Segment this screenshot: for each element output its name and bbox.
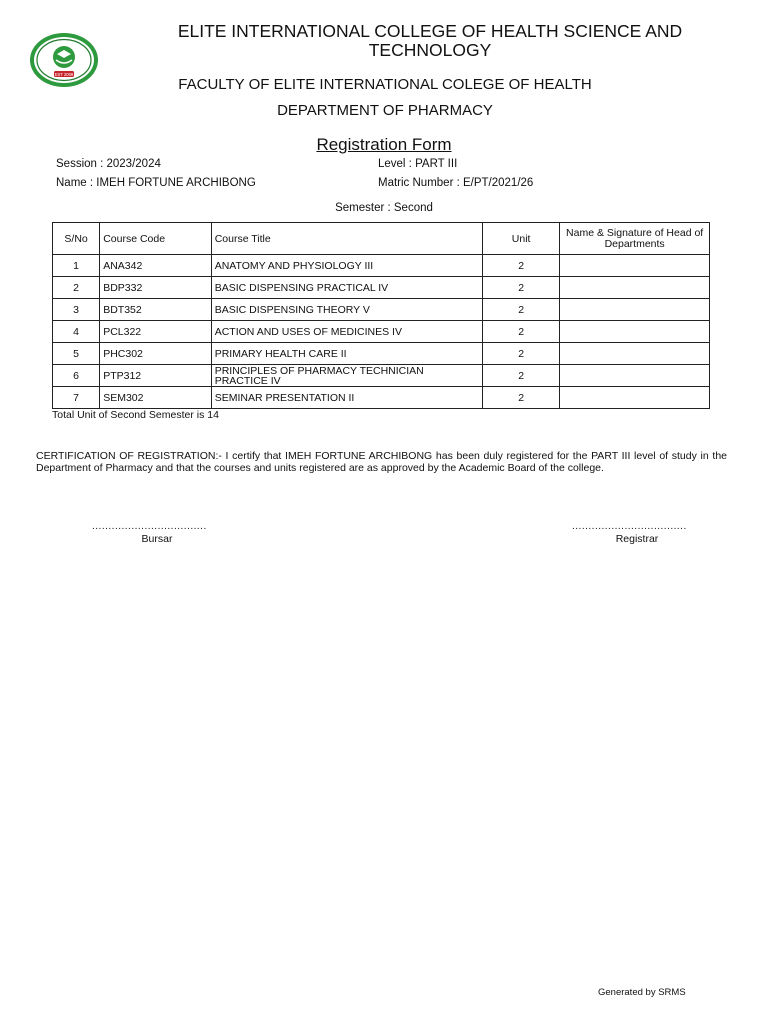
header-course-code: Course Code xyxy=(100,223,212,255)
college-name: ELITE INTERNATIONAL COLLEGE OF HEALTH SCIENCE AND TECHNOLOGY xyxy=(177,21,683,60)
cell-course-code: SEM302 xyxy=(100,387,212,409)
cell-signature xyxy=(560,321,710,343)
cell-course-code: BDT352 xyxy=(100,299,212,321)
cell-signature xyxy=(560,343,710,365)
cell-course-code: PHC302 xyxy=(100,343,212,365)
table-row xyxy=(53,299,710,321)
svg-text:EST 2009: EST 2009 xyxy=(54,71,74,77)
cell-unit: 2 xyxy=(482,299,559,321)
total-units: Total Unit of Second Semester is 14 xyxy=(52,409,219,421)
footer-generated-by: Generated by SRMS xyxy=(598,987,686,998)
header-unit: Unit xyxy=(482,223,559,255)
header-course-title: Course Title xyxy=(211,223,482,255)
cell-unit: 2 xyxy=(482,321,559,343)
form-title: Registration Form xyxy=(316,135,452,154)
table-row xyxy=(53,321,710,343)
cell-unit: 2 xyxy=(482,255,559,277)
cell-sno: 4 xyxy=(53,321,100,343)
table-row xyxy=(53,255,710,277)
faculty-name: FACULTY OF ELITE INTERNATIONAL COLEGE OF HEALTH xyxy=(178,76,592,93)
college-seal-icon xyxy=(28,30,100,90)
cell-unit: 2 xyxy=(482,277,559,299)
cell-signature xyxy=(560,255,710,277)
cell-unit: 2 xyxy=(482,387,559,409)
cell-course-title: PRINCIPLES OF PHARMACY TECHNICIAN PRACTICE IV xyxy=(211,365,482,387)
cell-sno: 5 xyxy=(53,343,100,365)
cell-unit: 2 xyxy=(482,365,559,387)
cell-signature xyxy=(560,387,710,409)
cell-course-title: BASIC DISPENSING THEORY V xyxy=(211,299,482,321)
cell-course-title: SEMINAR PRESENTATION II xyxy=(211,387,482,409)
certification-text: CERTIFICATION OF REGISTRATION:- I certify that IMEH FORTUNE ARCHIBONG has been duly registered for the PART III level of study in the Department of Pharmacy and that the courses and units registered are as approved by the Academic Board of the college. xyxy=(36,450,727,474)
registrar-label: Registrar xyxy=(615,533,659,545)
level-info: Level : PART III xyxy=(378,158,458,170)
bursar-signature-line: ................................... xyxy=(92,521,207,532)
header-signature: Name & Signature of Head of Departments xyxy=(560,223,710,255)
bursar-label: Bursar xyxy=(141,533,173,545)
cell-course-title: PRIMARY HEALTH CARE II xyxy=(211,343,482,365)
course-table xyxy=(52,222,710,409)
cell-signature xyxy=(560,365,710,387)
registrar-signature-line: ................................... xyxy=(572,521,687,532)
table-row xyxy=(53,365,710,387)
cell-unit: 2 xyxy=(482,343,559,365)
cell-signature xyxy=(560,277,710,299)
cell-sno: 7 xyxy=(53,387,100,409)
cell-course-title: ACTION AND USES OF MEDICINES IV xyxy=(211,321,482,343)
cell-course-code: PCL322 xyxy=(100,321,212,343)
student-name: Name : IMEH FORTUNE ARCHIBONG xyxy=(56,177,256,189)
cell-course-code: ANA342 xyxy=(100,255,212,277)
cell-signature xyxy=(560,299,710,321)
cell-sno: 2 xyxy=(53,277,100,299)
cell-sno: 6 xyxy=(53,365,100,387)
cell-course-code: PTP312 xyxy=(100,365,212,387)
cell-sno: 1 xyxy=(53,255,100,277)
table-row xyxy=(53,277,710,299)
cell-course-title: BASIC DISPENSING PRACTICAL IV xyxy=(211,277,482,299)
department-name: DEPARTMENT OF PHARMACY xyxy=(277,102,493,119)
table-header-row xyxy=(53,223,710,255)
matric-number: Matric Number : E/PT/2021/26 xyxy=(378,177,534,189)
table-row xyxy=(53,343,710,365)
cell-course-title: ANATOMY AND PHYSIOLOGY III xyxy=(211,255,482,277)
semester-info: Semester : Second xyxy=(335,202,433,214)
session-info: Session : 2023/2024 xyxy=(56,158,161,170)
cell-course-code: BDP332 xyxy=(100,277,212,299)
header-sno: S/No xyxy=(53,223,100,255)
table-row xyxy=(53,387,710,409)
cell-sno: 3 xyxy=(53,299,100,321)
